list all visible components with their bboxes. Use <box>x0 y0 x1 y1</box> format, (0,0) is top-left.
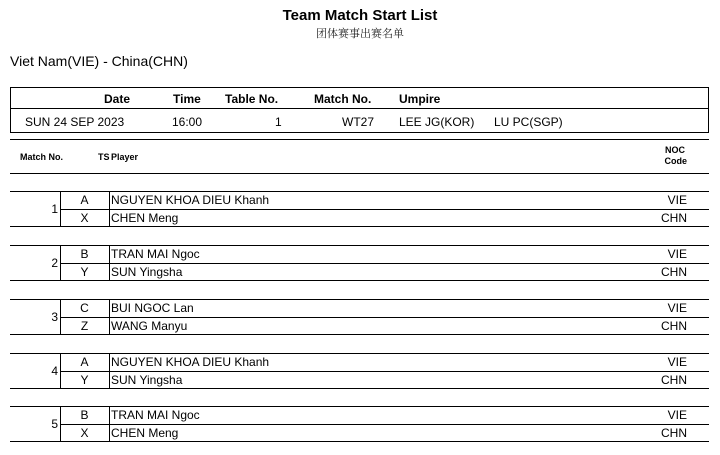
row-divider <box>60 424 709 425</box>
col-noc: NOC <box>665 145 685 155</box>
match-number: 4 <box>51 364 58 378</box>
ts-letter: Y <box>80 265 89 279</box>
col-match-no: Match No. <box>20 152 64 162</box>
teams-heading: Viet Nam(VIE) - China(CHN) <box>10 53 188 69</box>
match-number: 5 <box>51 417 58 431</box>
noc-code: CHN <box>661 265 687 279</box>
match-number: 1 <box>51 202 58 216</box>
value-date: SUN 24 SEP 2023 <box>25 115 125 129</box>
noc-code: VIE <box>667 408 687 422</box>
value-umpire-1: LEE JG(KOR) <box>399 115 475 129</box>
row-divider <box>60 263 709 264</box>
header-umpire: Umpire <box>399 92 441 106</box>
header-time: Time <box>173 92 201 106</box>
header-date: Date <box>104 92 131 106</box>
ts-letter: A <box>80 355 89 369</box>
noc-code: CHN <box>661 211 687 225</box>
noc-code: CHN <box>661 319 687 333</box>
value-umpire-2: LU PC(SGP) <box>494 115 563 129</box>
page-title: Team Match Start List <box>282 7 438 24</box>
page-subtitle: 团体赛事出赛名单 <box>316 27 404 40</box>
match-info-table <box>10 87 709 133</box>
noc-code: VIE <box>667 247 687 261</box>
match-block-3 <box>10 299 709 335</box>
player-name: NGUYEN KHOA DIEU Khanh <box>111 193 270 207</box>
player-name: CHEN Meng <box>111 211 179 225</box>
player-name: SUN Yingsha <box>111 373 183 387</box>
players-header <box>10 139 709 174</box>
value-time: 16:00 <box>172 115 203 129</box>
player-name: NGUYEN KHOA DIEU Khanh <box>111 355 270 369</box>
ts-letter: B <box>80 408 89 422</box>
noc-code: VIE <box>667 193 687 207</box>
match-block-1 <box>10 191 709 227</box>
noc-code: VIE <box>667 355 687 369</box>
col-ts: TS <box>98 152 110 162</box>
ts-letter: C <box>80 301 89 315</box>
match-block-2 <box>10 245 709 281</box>
header-match-no: Match No. <box>314 92 372 106</box>
col-player: Player <box>111 152 139 162</box>
row-divider <box>60 317 709 318</box>
noc-code: CHN <box>661 373 687 387</box>
value-match-no: WT27 <box>342 115 375 129</box>
player-name: TRAN MAI Ngoc <box>111 247 200 261</box>
match-number: 3 <box>51 310 58 324</box>
info-divider <box>11 108 708 109</box>
player-name: TRAN MAI Ngoc <box>111 408 200 422</box>
player-name: BUI NGOC Lan <box>111 301 194 315</box>
row-divider <box>60 209 709 210</box>
value-table-no: 1 <box>275 115 282 129</box>
match-number: 2 <box>51 256 58 270</box>
match-block-4 <box>10 353 709 389</box>
header-table-no: Table No. <box>225 92 279 106</box>
row-divider <box>60 371 709 372</box>
noc-code: VIE <box>667 301 687 315</box>
col-code: Code <box>664 156 687 166</box>
ts-letter: A <box>80 193 89 207</box>
player-name: WANG Manyu <box>111 319 188 333</box>
ts-letter: Z <box>80 319 89 333</box>
match-block-5 <box>10 406 709 442</box>
ts-letter: B <box>80 247 89 261</box>
ts-letter: X <box>80 426 89 440</box>
ts-letter: X <box>80 211 89 225</box>
ts-letter: Y <box>80 373 89 387</box>
player-name: SUN Yingsha <box>111 265 183 279</box>
player-name: CHEN Meng <box>111 426 179 440</box>
noc-code: CHN <box>661 426 687 440</box>
